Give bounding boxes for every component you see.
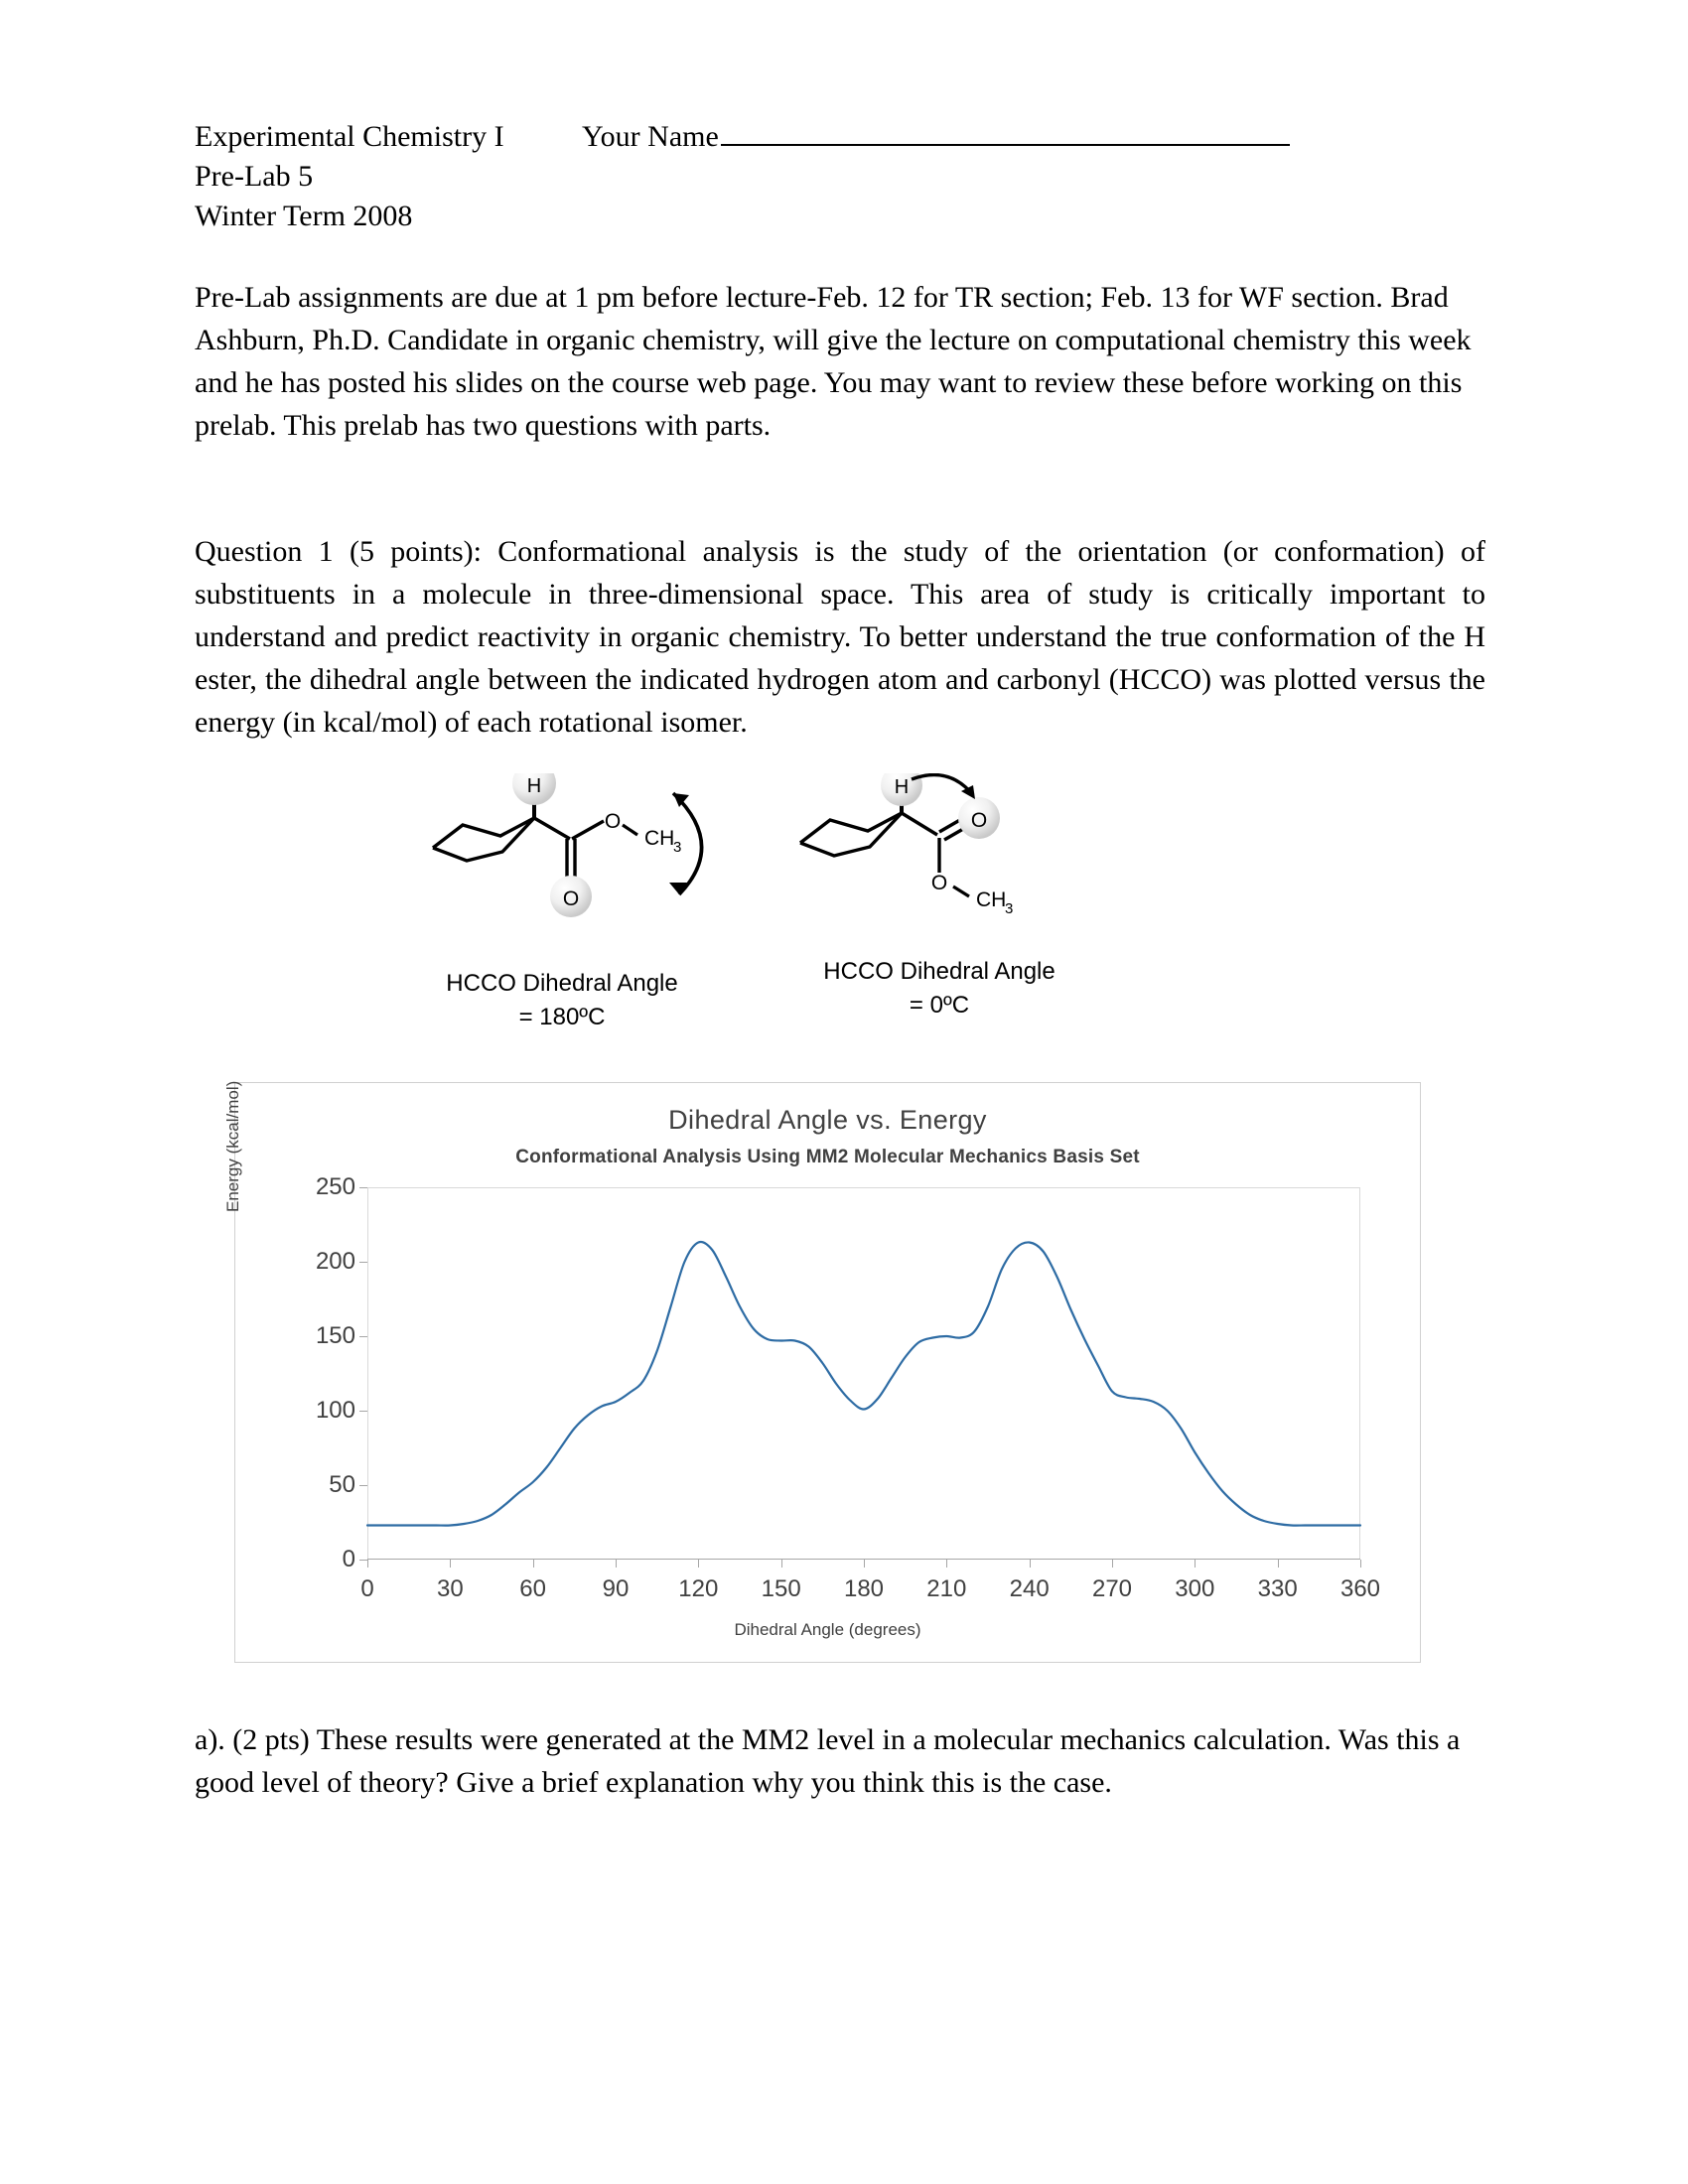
- atom-label-ch3-subscript: 3: [1005, 900, 1014, 917]
- energy-chart: [223, 1080, 1421, 1663]
- term-label: Winter Term 2008: [195, 200, 413, 232]
- molecule-diagrams: [195, 773, 1485, 1036]
- atom-label-ester-o: O: [604, 810, 622, 833]
- x-tick-mark: [946, 1560, 947, 1568]
- x-tick-label: 150: [761, 1575, 801, 1602]
- x-tick-mark: [1112, 1560, 1113, 1568]
- y-tick-label: 100: [315, 1397, 355, 1424]
- chart-title: Dihedral Angle vs. Energy: [668, 1105, 987, 1135]
- assignment-title: Pre-Lab 5: [195, 160, 314, 193]
- y-tick-label: 150: [315, 1322, 355, 1349]
- document-content: [195, 117, 1485, 1804]
- x-tick-label: 90: [602, 1575, 630, 1602]
- name-fill-in-line[interactable]: [721, 143, 1290, 146]
- x-tick-label: 30: [436, 1575, 464, 1602]
- atom-label-h: H: [894, 776, 910, 798]
- y-tick-label: 0: [342, 1546, 355, 1572]
- question-1a-text: a). (2 pts) These results were generated at the MM2 level in a molecular mechanics calculation. Was this a good level of theory? Give a brief explanation why you think this is the case.: [195, 1723, 1461, 1799]
- intro-paragraph: Pre-Lab assignments are due at 1 pm before lecture-Feb. 12 for TR section; Feb. 13 for WF section. Brad Ashburn, Ph.D. Candidate in organic chemistry, will give the lecture on computational chemistry this week and he has posted his slides on the course web page. You may want to review these before working on this prelab. This prelab has two questions with parts.: [195, 281, 1472, 442]
- document-header: [195, 117, 1485, 157]
- x-tick-label: 360: [1339, 1575, 1381, 1602]
- y-tick-mark: [359, 1336, 367, 1337]
- caption-line-2: = 180ºC: [518, 1004, 606, 1030]
- x-tick-mark: [367, 1560, 368, 1568]
- caption-line-2: = 0ºC: [909, 992, 970, 1019]
- x-tick-mark: [864, 1560, 865, 1568]
- y-tick-label: 200: [315, 1248, 355, 1275]
- x-tick-mark: [533, 1560, 534, 1568]
- x-tick-mark: [1195, 1560, 1196, 1568]
- atom-label-ester-o: O: [930, 872, 948, 894]
- atom-label-carbonyl-o: O: [562, 887, 580, 910]
- chart-y-axis-label: Energy (kcal/mol): [223, 1080, 242, 1212]
- x-tick-label: 300: [1175, 1575, 1215, 1602]
- x-tick-label: 240: [1009, 1575, 1050, 1602]
- x-tick-mark: [781, 1560, 782, 1568]
- caption-line-1: HCCO Dihedral Angle: [823, 958, 1055, 985]
- x-tick-mark: [698, 1560, 699, 1568]
- molecule-180-diagram: [423, 773, 741, 967]
- molecule-0-diagram: [790, 773, 1108, 977]
- x-tick-mark: [450, 1560, 451, 1568]
- atom-label-ch3-subscript: 3: [673, 839, 682, 856]
- atom-label-ch3: CH: [644, 827, 675, 850]
- molecule-180-caption: [393, 967, 731, 1034]
- chart-energy-curve: [367, 1187, 1360, 1560]
- caption-line-1: HCCO Dihedral Angle: [446, 970, 678, 997]
- x-tick-label: 60: [519, 1575, 547, 1602]
- y-tick-label: 250: [315, 1173, 355, 1200]
- course-title: Experimental Chemistry I: [195, 120, 504, 153]
- x-tick-label: 270: [1091, 1575, 1133, 1602]
- x-tick-label: 0: [360, 1575, 374, 1602]
- rotation-arrow-head-top: [673, 793, 689, 807]
- y-tick-label: 50: [329, 1471, 355, 1498]
- atom-label-ch3: CH: [976, 888, 1007, 911]
- chart-x-axis-label: Dihedral Angle (degrees): [734, 1620, 921, 1639]
- x-tick-label: 330: [1257, 1575, 1298, 1602]
- x-tick-mark: [616, 1560, 617, 1568]
- y-tick-mark: [359, 1485, 367, 1486]
- x-tick-mark: [1278, 1560, 1279, 1568]
- atom-label-h: H: [526, 775, 542, 797]
- x-tick-label: 180: [843, 1575, 885, 1602]
- name-field-label: Your Name: [582, 120, 719, 153]
- x-tick-mark: [1360, 1560, 1361, 1568]
- x-tick-label: 120: [678, 1575, 719, 1602]
- chart-plot-area: [315, 1173, 1381, 1602]
- y-tick-mark: [359, 1262, 367, 1263]
- y-tick-mark: [359, 1187, 367, 1188]
- atom-label-carbonyl-o: O: [970, 809, 988, 832]
- chart-subtitle: Conformational Analysis Using MM2 Molecular Mechanics Basis Set: [515, 1147, 1140, 1167]
- y-tick-mark: [359, 1411, 367, 1412]
- y-tick-mark: [359, 1560, 367, 1561]
- molecule-0-caption: [771, 955, 1108, 1023]
- x-tick-mark: [1030, 1560, 1031, 1568]
- question-1-text: Question 1 (5 points): Conformational analysis is the study of the orientation (or conformation) of substituents in a molecule in three-dimensional space. This area of study is critically important to understand and predict reactivity in organic chemistry. To better understand the true conformation of the H ester, the dihedral angle between the indicated hydrogen atom and carbonyl (HCCO) was plotted versus the energy (in kcal/mol) of each rotational isomer.: [195, 535, 1485, 739]
- x-tick-label: 210: [926, 1575, 967, 1602]
